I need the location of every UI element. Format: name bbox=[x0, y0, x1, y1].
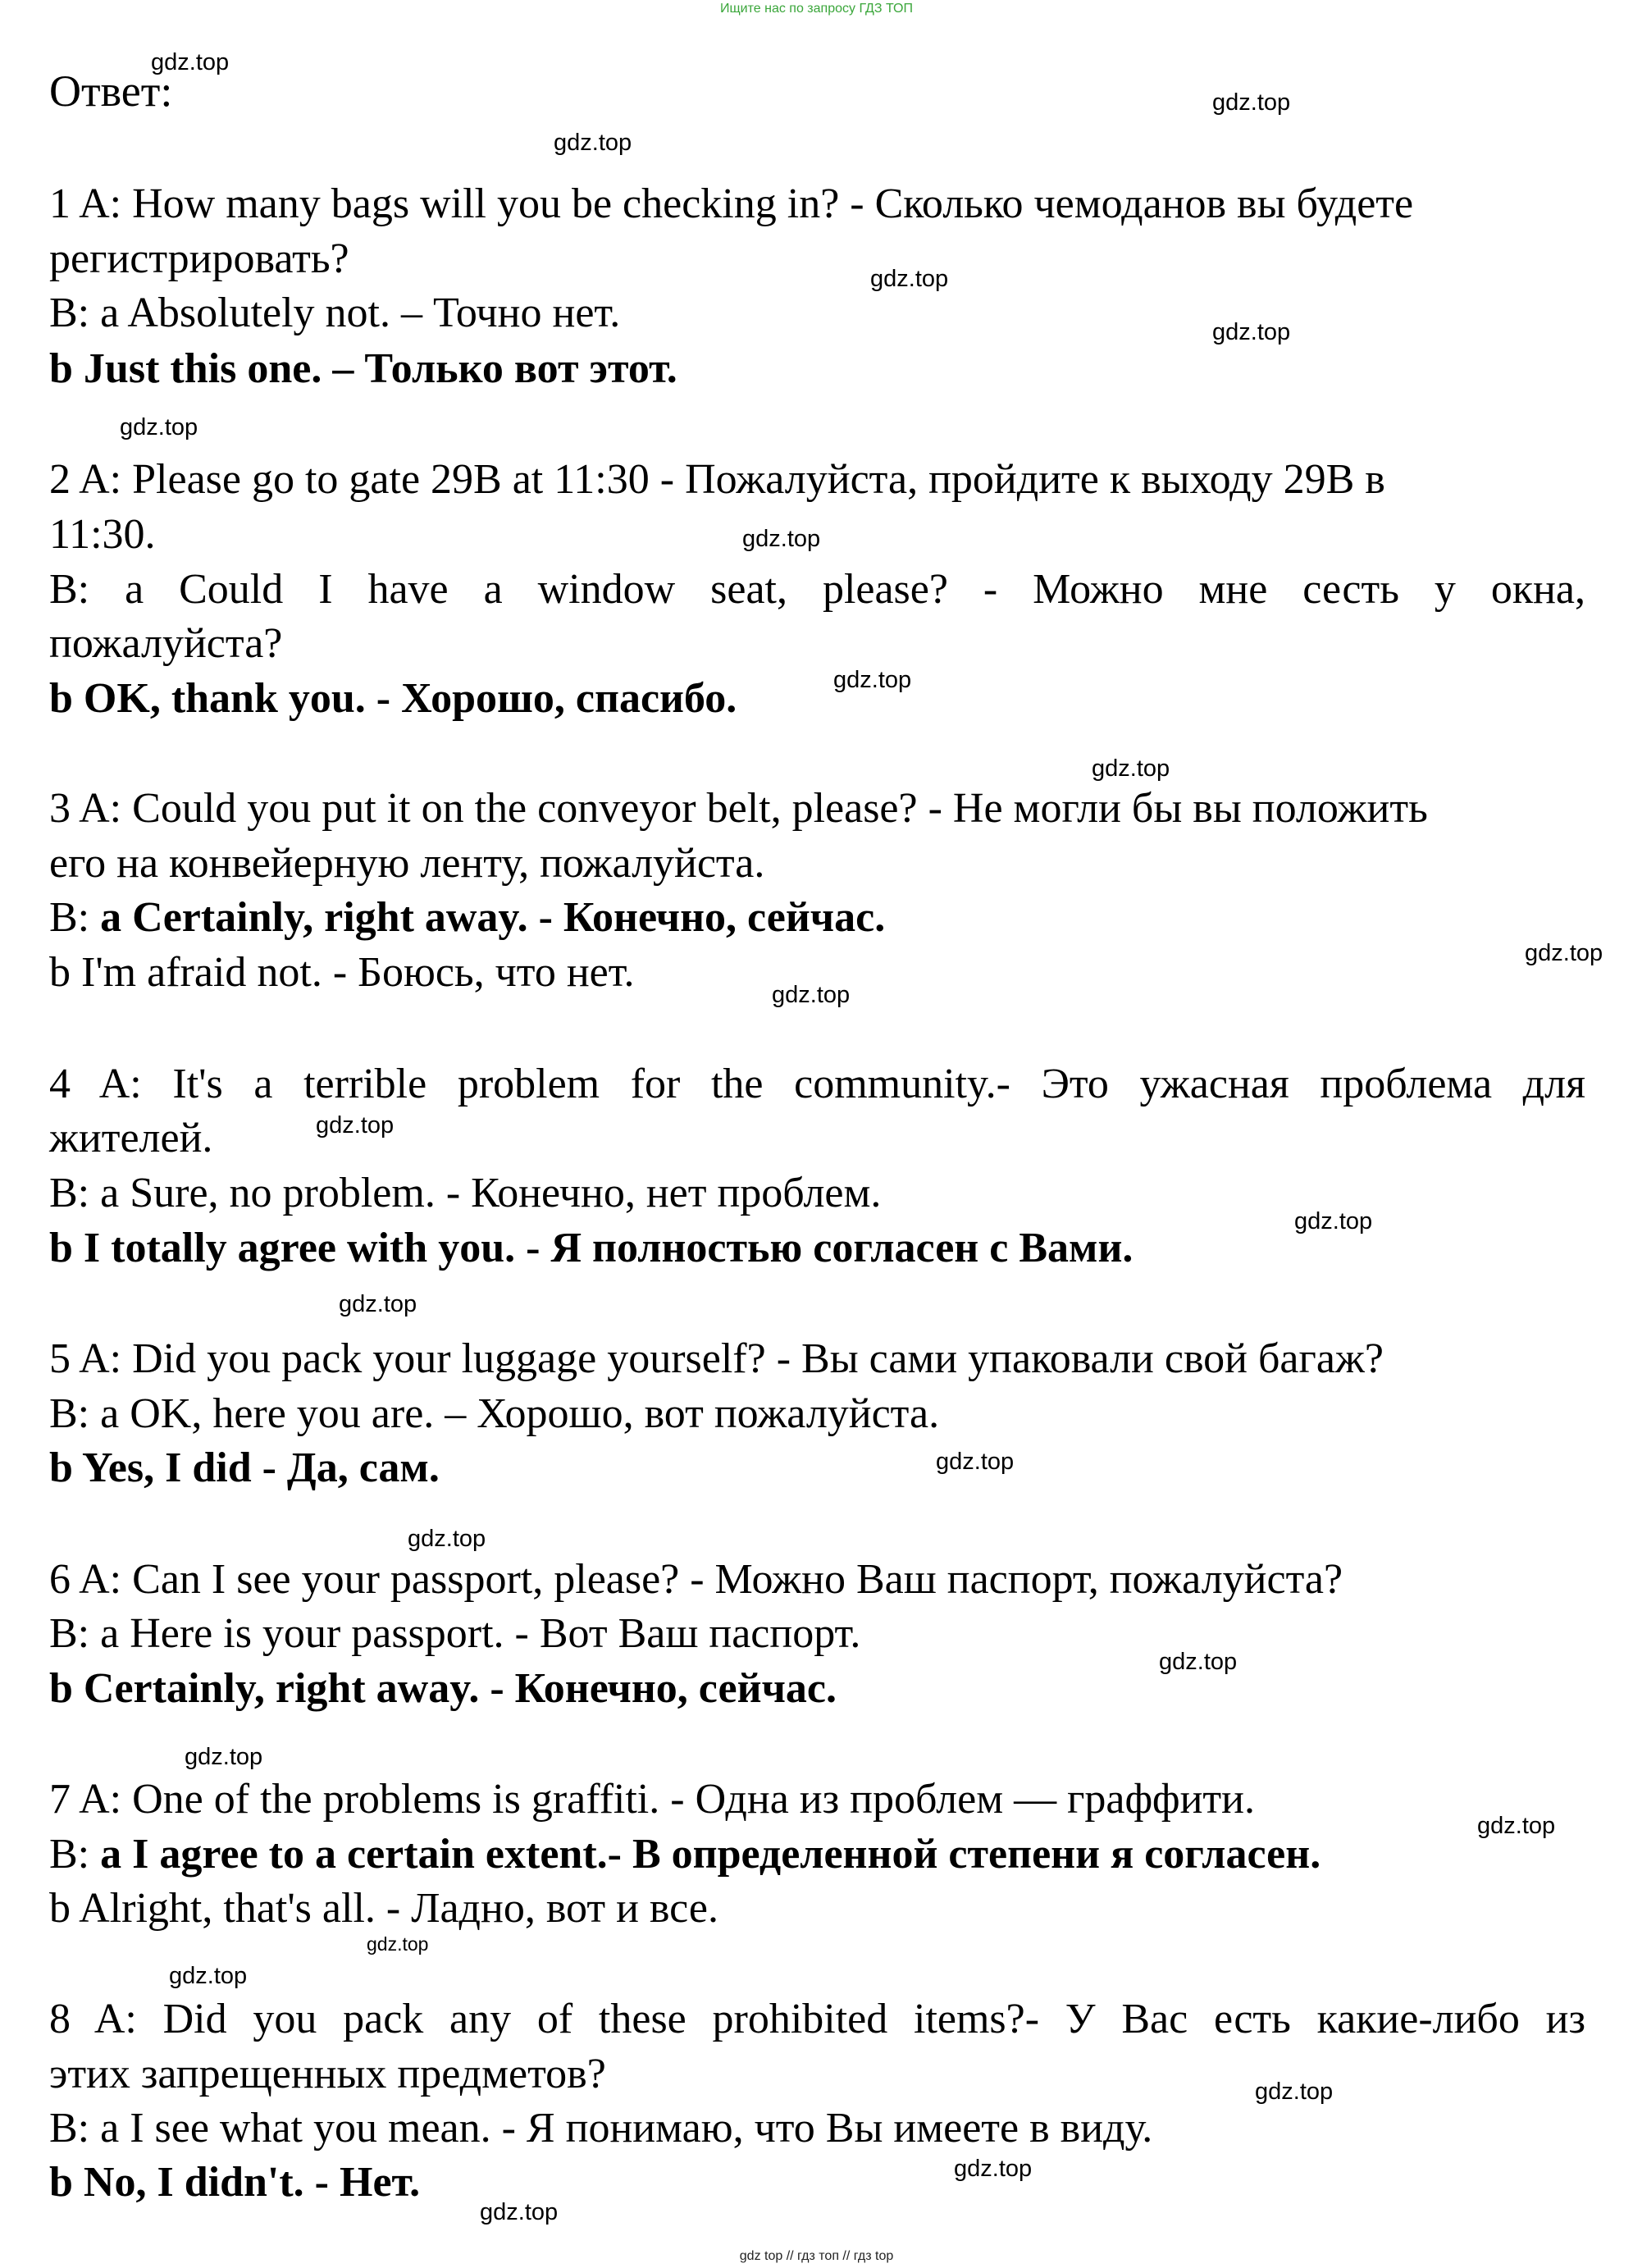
answer-7a bbox=[49, 1828, 1585, 1882]
answer-3a-text: a Certainly, right away. - Конечно, сейчас. bbox=[100, 894, 886, 941]
answer-5b: b Yes, I did - Да, сам. bbox=[49, 1444, 440, 1491]
question-8-line: 8 A: Did you pack any of these prohibited items?- У Вас есть какие-либо из bbox=[49, 1996, 1585, 2042]
watermark: gdz.top bbox=[554, 130, 632, 156]
question-4-line: 4 A: It's a terrible problem for the community.- Это ужасная проблема для bbox=[49, 1061, 1585, 1107]
question-2-line: 2 A: Please go to gate 29B at 11:30 - Пожалуйста, пройдите к выходу 29B в bbox=[49, 456, 1385, 503]
watermark: gdz.top bbox=[1294, 1208, 1373, 1234]
watermark: gdz.top bbox=[1477, 1813, 1556, 1839]
question-8-line-cont: этих запрещенных предметов? bbox=[49, 2051, 606, 2097]
watermark: gdz.top bbox=[339, 1291, 417, 1317]
watermark: gdz.top bbox=[169, 1963, 248, 1989]
answer-7a-text: a I agree to a certain extent.- В определенной степени я согласен. bbox=[100, 1831, 1321, 1878]
watermark: gdz.top bbox=[316, 1112, 395, 1139]
answer-4a: B: a Sure, no problem. - Конечно, нет проблем. bbox=[49, 1170, 882, 1216]
watermark: gdz.top bbox=[408, 1526, 486, 1552]
answer-3a-prefix: B: bbox=[49, 894, 101, 941]
question-6-line: 6 A: Can I see your passport, please? - Можно Ваш паспорт, пожалуйста? bbox=[49, 1556, 1343, 1603]
watermark: gdz.top bbox=[480, 2199, 559, 2225]
answer-label: Ответ: bbox=[49, 66, 173, 116]
question-3-line-cont: его на конвейерную ленту, пожалуйста. bbox=[49, 840, 765, 887]
watermark: gdz.top bbox=[1525, 940, 1603, 966]
answer-5a: B: a OK, here you are. – Хорошо, вот пожалуйста. bbox=[49, 1390, 940, 1437]
footer-note: gdz top // гдз топ // гдз top bbox=[739, 2249, 894, 2263]
question-4-line-cont: жителей. bbox=[49, 1115, 213, 1161]
answer-2a-cont: пожалуйста? bbox=[49, 620, 283, 667]
answer-2b: b OK, thank you. - Хорошо, спасибо. bbox=[49, 675, 737, 722]
watermark: gdz.top bbox=[870, 266, 949, 292]
answer-1a: B: a Absolutely not. – Точно нет. bbox=[49, 290, 621, 336]
answer-7b: b Alright, that's all. - Ладно, вот и все. bbox=[49, 1885, 718, 1932]
watermark: gdz.top bbox=[1212, 89, 1291, 116]
watermark: gdz.top bbox=[772, 982, 851, 1008]
answer-3b: b I'm afraid not. - Боюсь, что нет. bbox=[49, 949, 635, 996]
answer-4b: b I totally agree with you. - Я полностью согласен с Вами. bbox=[49, 1225, 1134, 1271]
answer-8b: b No, I didn't. - Нет. bbox=[49, 2159, 421, 2206]
watermark: gdz.top bbox=[1159, 1649, 1238, 1675]
answer-8a: B: a I see what you mean. - Я понимаю, что Вы имеете в виду. bbox=[49, 2105, 1153, 2152]
watermark: gdz.top bbox=[185, 1744, 263, 1770]
answer-6a: B: a Here is your passport. - Вот Ваш паспорт. bbox=[49, 1610, 861, 1657]
question-5-line: 5 A: Did you pack your luggage yourself? - Вы сами упаковали свой багаж? bbox=[49, 1335, 1384, 1382]
answer-3a bbox=[49, 891, 1585, 945]
watermark: gdz.top bbox=[151, 49, 230, 75]
answer-1b: b Just this one. – Только вот этот. bbox=[49, 345, 677, 392]
header-note: Ищите нас по запросу ГДЗ ТОП bbox=[720, 2, 913, 16]
watermark: gdz.top bbox=[742, 526, 821, 552]
watermark: gdz.top bbox=[833, 667, 912, 693]
watermark: gdz.top bbox=[1092, 755, 1170, 782]
watermark: gdz.top bbox=[1255, 2079, 1334, 2105]
question-2-line-cont: 11:30. bbox=[49, 511, 156, 558]
answer-6b: b Certainly, right away. - Конечно, сейчас. bbox=[49, 1665, 837, 1712]
question-7-line: 7 A: One of the problems is graffiti. - Одна из проблем — граффити. bbox=[49, 1776, 1255, 1823]
question-3-line: 3 A: Could you put it on the conveyor belt, please? - Не могли бы вы положить bbox=[49, 785, 1428, 832]
question-1-line-cont: регистрировать? bbox=[49, 235, 349, 282]
watermark: gdz.top bbox=[1212, 319, 1291, 345]
watermark: gdz.top bbox=[367, 1933, 429, 1955]
answer-2a: B: a Could I have a window seat, please? - Можно мне сесть у окна, bbox=[49, 566, 1585, 613]
question-1-line: 1 A: How many bags will you be checking in? - Сколько чемоданов вы будете bbox=[49, 180, 1414, 227]
watermark: gdz.top bbox=[936, 1449, 1015, 1475]
watermark: gdz.top bbox=[954, 2156, 1033, 2182]
watermark: gdz.top bbox=[120, 414, 198, 440]
answer-7a-prefix: B: bbox=[49, 1831, 101, 1878]
